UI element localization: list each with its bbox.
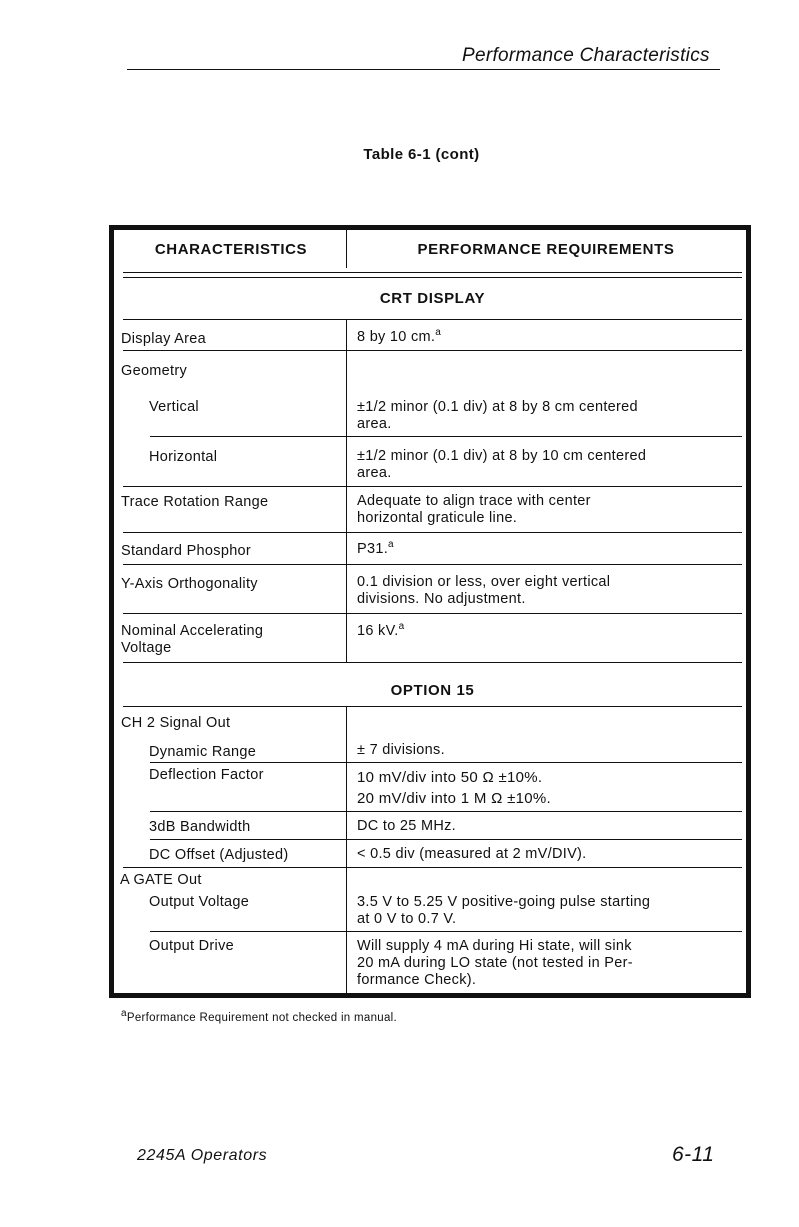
value-deflection-factor: 10 mV/div into 50 Ω ±10%. 20 mV/div into 1 M Ω ±10%.: [357, 769, 551, 807]
label-3db-bandwidth: 3dB Bandwidth: [149, 819, 251, 835]
column-header-performance: PERFORMANCE REQUIREMENTS: [417, 241, 675, 258]
subrow-rule: [150, 931, 742, 932]
label-deflection-factor: Deflection Factor: [149, 767, 264, 783]
label-y-axis-orthogonality: Y-Axis Orthogonality: [121, 576, 258, 592]
row-rule: [123, 564, 742, 565]
subrow-rule: [150, 436, 742, 437]
value-3db-bandwidth: DC to 25 MHz.: [357, 818, 456, 834]
row-rule: [123, 532, 742, 533]
row-rule: [123, 350, 742, 351]
value-horizontal: ±1/2 minor (0.1 div) at 8 by 10 cm centered area.: [357, 448, 647, 481]
label-display-area: Display Area: [121, 331, 206, 347]
row-rule: [123, 319, 742, 320]
label-horizontal: Horizontal: [149, 449, 218, 465]
row-rule: [123, 613, 742, 614]
footnote-mark: a: [398, 621, 405, 633]
footer-manual-title: 2245A Operators: [137, 1147, 268, 1164]
row-rule: [123, 662, 742, 663]
footnote-mark: a: [121, 1008, 127, 1020]
label-geometry: Geometry: [121, 363, 188, 379]
subrow-rule: [150, 762, 742, 763]
row-rule: [123, 706, 742, 707]
value-standard-phosphor: P31.$^a$: [357, 539, 394, 557]
value-display-area: 8 by 10 cm.$^a$: [357, 327, 442, 345]
value-y-axis-orthogonality: 0.1 division or less, over eight vertical divisions. No adjustment.: [357, 574, 611, 607]
subrow-rule: [150, 811, 742, 812]
value-output-drive: Will supply 4 mA during Hi state, will sink 20 mA during LO state (not tested in Per- formance Check).: [357, 938, 633, 988]
label-a-gate-out: A GATE Out: [120, 872, 202, 888]
label-dc-offset: DC Offset (Adjusted): [149, 847, 289, 863]
footnote: $^a$Performance Requirement not checked in manual.: [121, 1008, 398, 1024]
column-header-characteristics: CHARACTERISTICS: [154, 241, 308, 258]
label-vertical: Vertical: [149, 399, 199, 415]
label-dynamic-range: Dynamic Range: [149, 744, 257, 760]
header-double-rule-top: [123, 272, 742, 273]
running-header-title: Performance Characteristics: [462, 45, 710, 66]
label-standard-phosphor: Standard Phosphor: [121, 543, 252, 559]
subrow-rule: [150, 839, 742, 840]
row-rule: [123, 867, 742, 868]
section-heading-option-15: OPTION 15: [390, 682, 475, 699]
value-output-voltage: 3.5 V to 5.25 V positive-going pulse starting at 0 V to 0.7 V.: [357, 894, 651, 927]
row-rule: [123, 486, 742, 487]
characteristics-table: [109, 225, 751, 998]
label-trace-rotation: Trace Rotation Range: [121, 494, 269, 510]
footnote-mark: a: [435, 327, 442, 339]
header-double-rule-bottom: [123, 277, 742, 278]
column-divider: [346, 706, 347, 993]
label-output-voltage: Output Voltage: [149, 894, 250, 910]
label-ch2-signal-out: CH 2 Signal Out: [121, 715, 231, 731]
label-output-drive: Output Drive: [149, 938, 234, 954]
section-heading-crt-display: CRT DISPLAY: [379, 290, 486, 307]
value-trace-rotation: Adequate to align trace with center horizontal graticule line.: [357, 493, 591, 526]
value-accelerating-voltage: 16 kV.$^a$: [357, 621, 405, 639]
column-divider: [346, 319, 347, 662]
header-rule: [127, 69, 720, 70]
value-vertical: ±1/2 minor (0.1 div) at 8 by 8 cm centered area.: [357, 399, 638, 432]
label-accelerating-voltage: Nominal Accelerating Voltage: [121, 623, 264, 656]
footnote-mark: a: [388, 539, 394, 551]
footer-page-number: 6-11: [672, 1143, 715, 1166]
table-title: Table 6-1 (cont): [363, 146, 480, 163]
value-dc-offset: < 0.5 div (measured at 2 mV/DIV).: [357, 846, 587, 862]
header-column-divider: [346, 230, 347, 268]
value-dynamic-range: ± 7 divisions.: [357, 742, 445, 758]
